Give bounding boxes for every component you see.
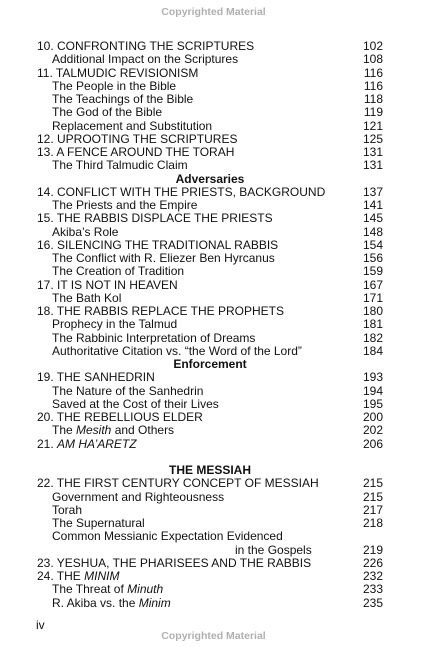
section-gap bbox=[37, 451, 383, 464]
toc-entry-text: 15. THE RABBIS DISPLACE THE PRIESTS bbox=[37, 211, 273, 226]
toc-entry bbox=[37, 265, 383, 278]
toc-entry bbox=[37, 133, 383, 146]
toc-block-2 bbox=[37, 186, 383, 358]
toc-entry-page: 118 bbox=[363, 92, 383, 106]
toc-entry-text bbox=[37, 570, 119, 583]
toc-entry-prefix: 21. bbox=[37, 436, 58, 451]
toc-entry-page: 217 bbox=[362, 502, 383, 517]
toc-entry-common-messianic bbox=[37, 530, 383, 543]
toc-entry-text: 10. CONFRONTING THE SCRIPTURES bbox=[37, 39, 255, 53]
toc-entry-text: Saved at the Cost of their Lives bbox=[52, 396, 219, 411]
toc-entry-text: Common Messianic Expectation Evidenced bbox=[52, 529, 283, 544]
toc-entry-text: 11. TALMUDIC REVISIONISM bbox=[37, 65, 199, 80]
toc-entry bbox=[37, 557, 383, 570]
italic-term: AM HA’ARETZ bbox=[57, 436, 137, 451]
italic-term: Minuth bbox=[127, 582, 164, 597]
toc-entry bbox=[37, 226, 383, 239]
toc-entry-minim bbox=[37, 570, 383, 583]
toc-entry bbox=[37, 106, 383, 119]
toc-entry-page: 200 bbox=[362, 410, 383, 424]
toc-entry bbox=[37, 371, 383, 384]
toc-entry-page: 171 bbox=[362, 290, 383, 305]
toc-entry bbox=[37, 186, 383, 199]
toc-entry-page: 215 bbox=[362, 476, 383, 491]
toc-entry bbox=[37, 199, 383, 212]
toc-entry-text: Government and Righteousness bbox=[52, 489, 225, 504]
toc-entry-page: 218 bbox=[362, 516, 383, 530]
toc-entry bbox=[37, 279, 383, 292]
toc-block-3 bbox=[37, 371, 383, 424]
toc-entry bbox=[37, 517, 383, 530]
toc-entry bbox=[37, 146, 383, 159]
toc-entry-text: The Supernatural bbox=[52, 516, 145, 530]
toc-entry-text: 20. THE REBELLIOUS ELDER bbox=[37, 410, 203, 424]
toc-entry-text: 13. A FENCE AROUND THE TORAH bbox=[37, 145, 235, 159]
toc-entry-am-haaretz bbox=[37, 438, 383, 451]
toc-entry-page: 232 bbox=[362, 569, 383, 583]
toc-entry bbox=[37, 159, 383, 172]
toc-entry bbox=[37, 504, 383, 517]
toc-entry-text: The Teachings of the Bible bbox=[52, 92, 194, 106]
toc-entry-page: 156 bbox=[362, 251, 383, 265]
toc-entry-text: The Bath Kol bbox=[52, 290, 122, 305]
toc-entry-page: 154 bbox=[362, 237, 383, 252]
toc-entry-page: 206 bbox=[362, 436, 383, 451]
toc-entry bbox=[37, 385, 383, 398]
toc-entry-text bbox=[52, 583, 163, 596]
italic-term: Mesith bbox=[76, 423, 112, 438]
toc-entry-page: 159 bbox=[362, 264, 383, 279]
toc-entry-text bbox=[52, 597, 171, 610]
toc-entry-minuth bbox=[37, 583, 383, 596]
toc-entry-text: Authoritative Citation vs. “the Word of the Lord” bbox=[52, 343, 302, 358]
toc-entry bbox=[37, 332, 383, 345]
italic-term: Minim bbox=[138, 595, 171, 610]
toc-entry bbox=[37, 491, 383, 504]
toc-entry-text: The Conflict with R. Eliezer Ben Hyrcanus bbox=[52, 251, 275, 265]
toc-entry bbox=[37, 411, 383, 424]
toc-entry-text: The Mesith and Others bbox=[52, 423, 175, 438]
toc-entry-page: 137 bbox=[362, 184, 383, 199]
toc-entry-text: Replacement and Substitution bbox=[52, 118, 213, 133]
watermark-top: Copyrighted Material bbox=[161, 6, 266, 18]
toc-entry bbox=[37, 345, 383, 358]
toc-entry-prefix: The Threat of bbox=[52, 582, 128, 597]
page-number: iv bbox=[36, 618, 45, 632]
toc-entry-page: 193 bbox=[362, 370, 383, 385]
toc-entry-page: 215 bbox=[362, 489, 383, 504]
toc-entry-page: 116 bbox=[363, 78, 383, 93]
toc-entry bbox=[37, 252, 383, 265]
toc-entry-page: 131 bbox=[362, 158, 383, 173]
toc-entry-text: 19. THE SANHEDRIN bbox=[37, 370, 155, 385]
toc-entry-text: Prophecy in the Talmud bbox=[52, 317, 178, 332]
toc-entry-text: The Third Talmudic Claim bbox=[52, 158, 188, 173]
toc-entry-text: The Priests and the Empire bbox=[52, 198, 198, 212]
toc-entry bbox=[37, 318, 383, 331]
toc-entry-text: The Creation of Tradition bbox=[52, 264, 185, 279]
toc-entry-page: 235 bbox=[362, 595, 383, 610]
toc-entry bbox=[37, 212, 383, 225]
toc-entry-page: 125 bbox=[362, 131, 383, 146]
toc-entry-text: 22. THE FIRST CENTURY CONCEPT OF MESSIAH bbox=[37, 476, 319, 491]
toc-entry-common-messianic-cont bbox=[37, 544, 383, 557]
toc-entry bbox=[37, 53, 383, 66]
toc-entry-mesith bbox=[37, 424, 383, 437]
toc-entry-page: 195 bbox=[362, 396, 383, 411]
toc-entry bbox=[37, 80, 383, 93]
toc-entry-text: 16. SILENCING THE TRADITIONAL RABBIS bbox=[37, 237, 279, 252]
toc-entry-text: 14. CONFLICT WITH THE PRIESTS, BACKGROUND bbox=[37, 184, 326, 199]
toc-entry-page: 121 bbox=[362, 118, 383, 133]
toc-entry-text: 17. IT IS NOT IN HEAVEN bbox=[37, 277, 178, 292]
toc-entry-text: 23. YESHUA, THE PHARISEES AND THE RABBIS bbox=[37, 555, 312, 570]
toc-entry-text: 12. UPROOTING THE SCRIPTURES bbox=[37, 131, 238, 146]
section-heading-adversaries: Adversaries bbox=[175, 171, 245, 186]
toc-entry-page: 180 bbox=[362, 304, 383, 318]
toc-block-1 bbox=[37, 40, 383, 173]
toc-entry-page: 116 bbox=[363, 65, 383, 80]
toc-entry-page: 184 bbox=[362, 343, 383, 358]
section-heading-messiah: THE MESSIAH bbox=[168, 463, 251, 477]
table-of-contents bbox=[37, 40, 383, 610]
toc-entry-text-rest: and Others bbox=[111, 423, 175, 438]
toc-entry-text-continued: in the Gospels bbox=[235, 542, 312, 557]
toc-entry-text bbox=[37, 438, 137, 451]
toc-entry bbox=[37, 305, 383, 318]
toc-entry-page: 202 bbox=[362, 423, 383, 438]
toc-entry-prefix: R. Akiba vs. the bbox=[52, 595, 139, 610]
toc-entry bbox=[37, 40, 383, 53]
toc-entry-text: The God of the Bible bbox=[52, 105, 163, 120]
toc-block-5 bbox=[37, 557, 383, 570]
toc-entry-text: The Nature of the Sanhedrin bbox=[52, 383, 204, 398]
toc-entry-page: 108 bbox=[362, 52, 383, 67]
toc-block-4 bbox=[37, 477, 383, 530]
toc-entry-page: 148 bbox=[362, 224, 383, 239]
toc-entry-page: 182 bbox=[362, 330, 383, 345]
toc-entry-prefix: 24. THE bbox=[37, 569, 85, 583]
toc-entry-text: Torah bbox=[52, 502, 83, 517]
toc-entry bbox=[37, 93, 383, 106]
italic-term: MINIM bbox=[84, 569, 120, 583]
toc-entry-page: 226 bbox=[362, 555, 383, 570]
toc-entry bbox=[37, 239, 383, 252]
toc-entry-page: 167 bbox=[362, 277, 383, 292]
toc-entry-text: 18. THE RABBIS REPLACE THE PROPHETS bbox=[37, 304, 284, 318]
toc-entry-page: 102 bbox=[362, 39, 383, 53]
toc-entry-page: 145 bbox=[362, 211, 383, 226]
toc-entry-page: 194 bbox=[362, 383, 383, 398]
section-heading-enforcement: Enforcement bbox=[173, 357, 247, 371]
toc-entry bbox=[37, 292, 383, 305]
toc-entry-text: The People in the Bible bbox=[52, 78, 177, 93]
toc-entry bbox=[37, 398, 383, 411]
toc-entry-page: 141 bbox=[362, 198, 383, 212]
toc-entry-page: 219 bbox=[362, 542, 383, 557]
toc-entry-page: 119 bbox=[363, 105, 383, 120]
toc-entry bbox=[37, 120, 383, 133]
toc-entry-text: Additional Impact on the Scriptures bbox=[52, 52, 239, 67]
toc-entry-text: The Rabbinic Interpretation of Dreams bbox=[52, 330, 256, 345]
toc-entry-page: 233 bbox=[362, 582, 383, 597]
watermark-bottom: Copyrighted Material bbox=[161, 630, 266, 642]
toc-entry-page: 181 bbox=[362, 317, 383, 332]
toc-entry bbox=[37, 67, 383, 80]
toc-entry-akiba-minim bbox=[37, 597, 383, 610]
toc-entry bbox=[37, 477, 383, 490]
toc-entry-page: 131 bbox=[362, 145, 383, 159]
toc-entry-text: Akiba’s Role bbox=[52, 224, 119, 239]
